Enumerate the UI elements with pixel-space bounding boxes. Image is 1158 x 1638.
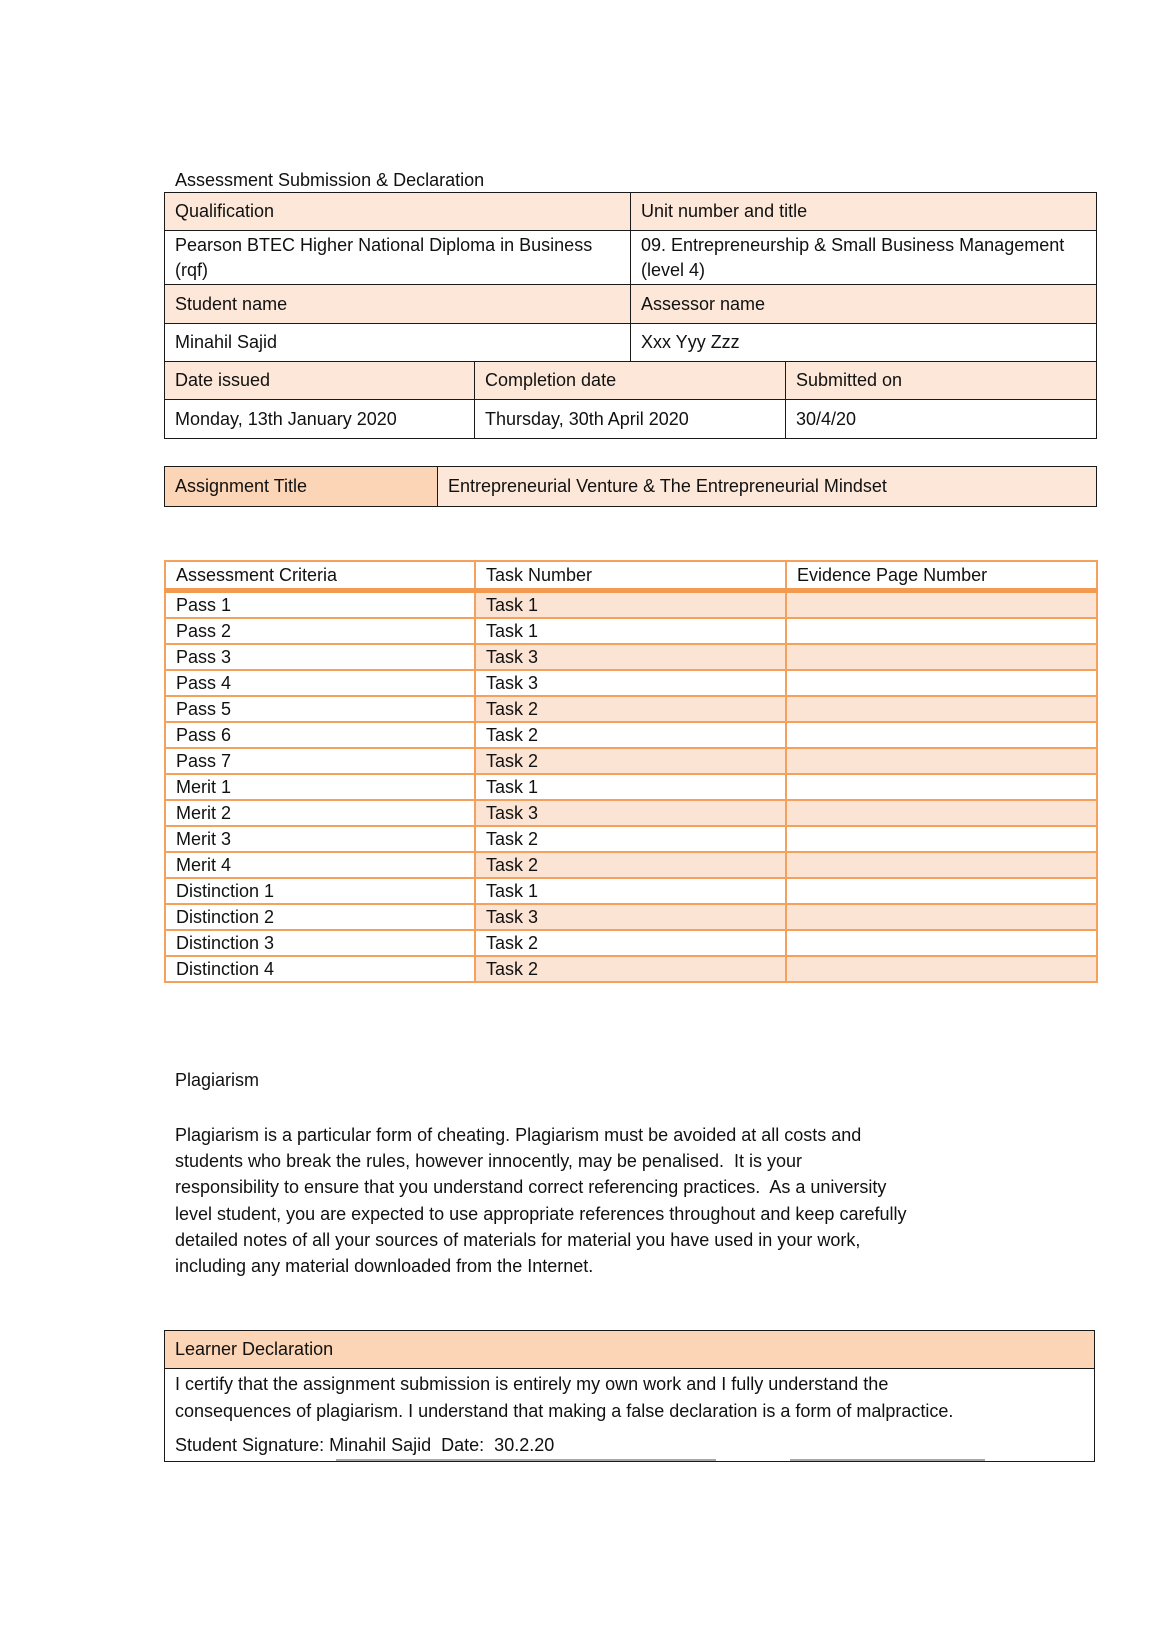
plagiarism-line: including any material downloaded from the Internet.	[175, 1256, 594, 1277]
table-row	[165, 748, 1097, 774]
criterion-cell: Pass 1	[165, 591, 475, 619]
date-line[interactable]	[790, 1459, 985, 1461]
evidence-cell[interactable]	[786, 696, 1097, 722]
evidence-cell[interactable]	[786, 956, 1097, 982]
plagiarism-paragraph	[175, 1122, 1015, 1279]
header-task-number: Task Number	[475, 561, 786, 591]
criterion-cell: Pass 3	[165, 644, 475, 670]
plagiarism-line: students who break the rules, however innocently, may be penalised. It is your	[175, 1151, 803, 1172]
student-signature-date: Student Signature: Minahil Sajid Date: 30.2.20	[175, 1435, 555, 1455]
assignment-title-label: Assignment Title	[165, 467, 438, 507]
evidence-cell[interactable]	[786, 774, 1097, 800]
plagiarism-line: level student, you are expected to use appropriate references throughout and keep carefully	[175, 1203, 907, 1224]
evidence-cell[interactable]	[786, 670, 1097, 696]
qualification-label: Qualification	[165, 193, 631, 231]
table-row	[165, 644, 1097, 670]
submitted-on-label: Submitted on	[786, 362, 1097, 400]
submission-table	[164, 192, 1097, 439]
plagiarism-line: Plagiarism is a particular form of cheating. Plagiarism must be avoided at all costs and	[175, 1125, 862, 1145]
evidence-cell[interactable]	[786, 618, 1097, 644]
table-row	[165, 878, 1097, 904]
learner-declaration-heading: Learner Declaration	[165, 1331, 1094, 1369]
completion-date-value: Thursday, 30th April 2020	[475, 400, 786, 439]
unit-label: Unit number and title	[631, 193, 1097, 231]
task-cell: Task 1	[475, 774, 786, 800]
task-cell: Task 3	[475, 800, 786, 826]
table-row	[165, 904, 1097, 930]
plagiarism-line: responsibility to ensure that you understand correct referencing practices. As a university	[175, 1177, 887, 1198]
criterion-cell: Distinction 1	[165, 878, 475, 904]
evidence-cell[interactable]	[786, 878, 1097, 904]
task-cell: Task 3	[475, 644, 786, 670]
evidence-cell[interactable]	[786, 748, 1097, 774]
criterion-cell: Pass 2	[165, 618, 475, 644]
task-cell: Task 1	[475, 618, 786, 644]
assessment-criteria-table	[164, 560, 1098, 983]
learner-declaration-box	[164, 1330, 1095, 1462]
criterion-cell: Pass 7	[165, 748, 475, 774]
criterion-cell: Pass 5	[165, 696, 475, 722]
table-row	[165, 591, 1097, 619]
assignment-title-table	[164, 466, 1097, 507]
header-assessment-criteria: Assessment Criteria	[165, 561, 475, 591]
table-row	[165, 826, 1097, 852]
criterion-cell: Merit 4	[165, 852, 475, 878]
student-name-label: Student name	[165, 285, 631, 324]
student-name-value: Minahil Sajid	[165, 324, 631, 362]
qualification-value: Pearson BTEC Higher National Diploma in Business (rqf)	[165, 231, 631, 285]
declaration-line: consequences of plagiarism. I understand that making a false declaration is a form of malpractice.	[175, 1401, 954, 1421]
criterion-cell: Distinction 2	[165, 904, 475, 930]
signature-line[interactable]	[336, 1459, 716, 1461]
declaration-line: I certify that the assignment submission is entirely my own work and I fully understand the	[175, 1374, 889, 1394]
evidence-cell[interactable]	[786, 930, 1097, 956]
unit-value: 09. Entrepreneurship & Small Business Management (level 4)	[631, 231, 1097, 285]
task-cell: Task 2	[475, 722, 786, 748]
document-title: Assessment Submission & Declaration	[175, 170, 485, 190]
evidence-cell[interactable]	[786, 722, 1097, 748]
criterion-cell: Distinction 3	[165, 930, 475, 956]
table-row	[165, 722, 1097, 748]
submitted-on-value: 30/4/20	[786, 400, 1097, 439]
task-cell: Task 1	[475, 591, 786, 619]
evidence-cell[interactable]	[786, 826, 1097, 852]
table-row	[165, 696, 1097, 722]
table-row	[165, 956, 1097, 982]
table-row	[165, 618, 1097, 644]
date-issued-value: Monday, 13th January 2020	[165, 400, 475, 439]
criterion-cell: Pass 4	[165, 670, 475, 696]
evidence-cell[interactable]	[786, 644, 1097, 670]
criterion-cell: Merit 1	[165, 774, 475, 800]
task-cell: Task 3	[475, 670, 786, 696]
task-cell: Task 2	[475, 930, 786, 956]
completion-date-label: Completion date	[475, 362, 786, 400]
criterion-cell: Pass 6	[165, 722, 475, 748]
evidence-cell[interactable]	[786, 904, 1097, 930]
header-evidence-page-number: Evidence Page Number	[786, 561, 1097, 591]
date-issued-label: Date issued	[165, 362, 475, 400]
declaration-statement	[165, 1369, 1094, 1425]
evidence-cell[interactable]	[786, 800, 1097, 826]
assessor-name-label: Assessor name	[631, 285, 1097, 324]
assignment-title-value: Entrepreneurial Venture & The Entrepreneurial Mindset	[438, 467, 1097, 507]
plagiarism-line: detailed notes of all your sources of materials for material you have used in your work,	[175, 1229, 861, 1250]
plagiarism-heading: Plagiarism	[175, 1070, 260, 1090]
task-cell: Task 2	[475, 852, 786, 878]
table-row	[165, 774, 1097, 800]
task-cell: Task 2	[475, 748, 786, 774]
table-row	[165, 930, 1097, 956]
criterion-cell: Merit 2	[165, 800, 475, 826]
task-cell: Task 2	[475, 956, 786, 982]
table-row	[165, 670, 1097, 696]
table-row	[165, 852, 1097, 878]
table-row	[165, 800, 1097, 826]
task-cell: Task 1	[475, 878, 786, 904]
task-cell: Task 3	[475, 904, 786, 930]
task-cell: Task 2	[475, 696, 786, 722]
evidence-cell[interactable]	[786, 591, 1097, 619]
task-cell: Task 2	[475, 826, 786, 852]
assessor-name-value: Xxx Yyy Zzz	[631, 324, 1097, 362]
criteria-header-row	[165, 561, 1097, 591]
criterion-cell: Distinction 4	[165, 956, 475, 982]
criterion-cell: Merit 3	[165, 826, 475, 852]
evidence-cell[interactable]	[786, 852, 1097, 878]
